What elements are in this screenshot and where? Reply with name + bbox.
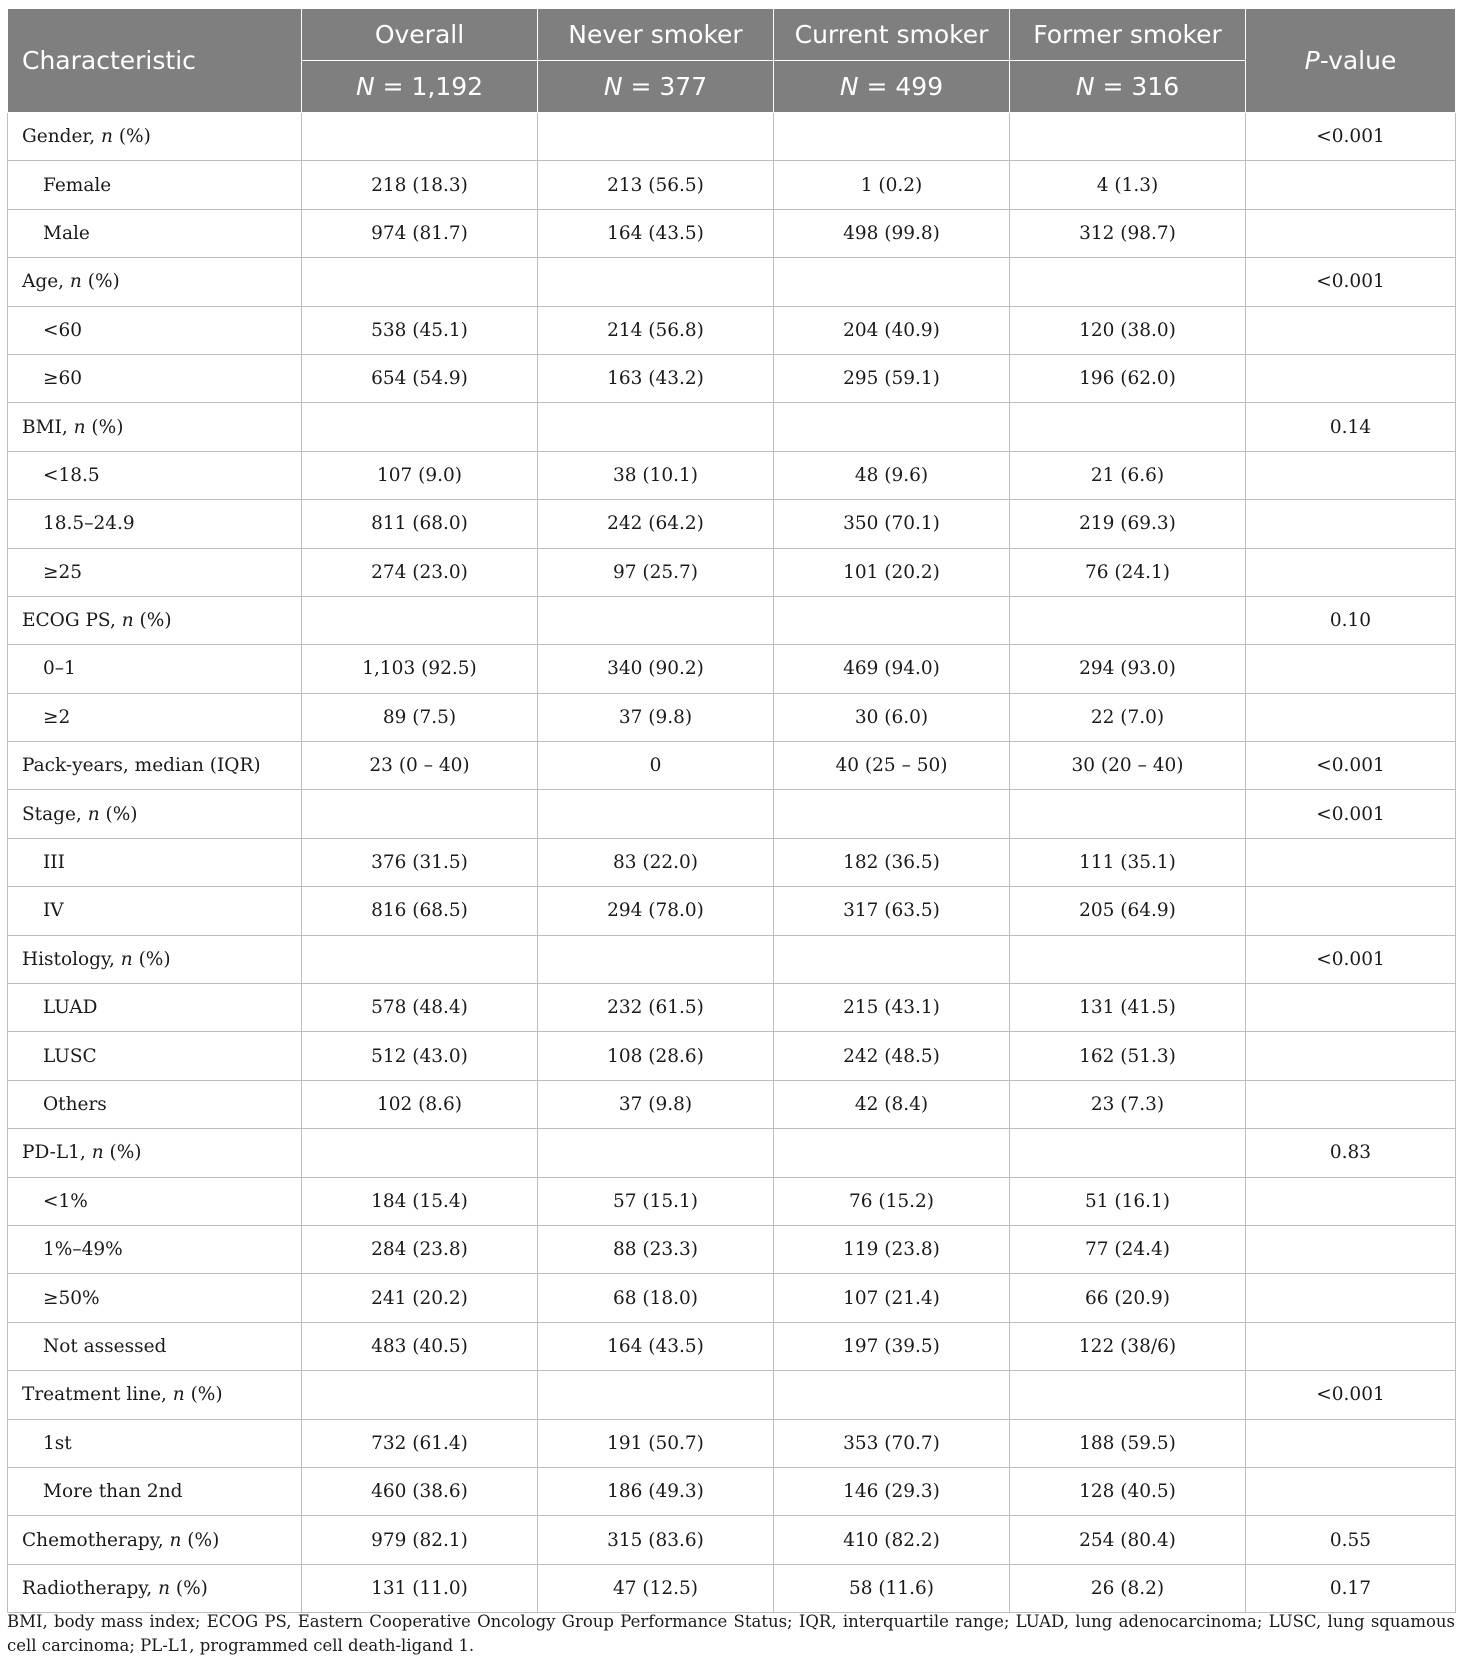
cell-never-smoker: 0 <box>538 742 774 790</box>
cell-former-smoker: 21 (6.6) <box>1010 451 1246 499</box>
row-sublabel <box>8 1080 302 1128</box>
row-category-label <box>8 1564 302 1612</box>
row-sublabel <box>8 887 302 935</box>
cell-overall: 89 (7.5) <box>302 693 538 741</box>
cell-overall: 538 (45.1) <box>302 306 538 354</box>
table-row <box>8 645 1456 693</box>
table-row <box>8 209 1456 257</box>
cell-p-value <box>1246 1177 1456 1225</box>
cell-current-smoker: 215 (43.1) <box>774 984 1010 1032</box>
cell-current-smoker <box>774 403 1010 451</box>
row-sublabel <box>8 354 302 402</box>
label-text: Pack-years, median (IQR) <box>22 755 261 777</box>
cell-p-value <box>1246 1032 1456 1080</box>
row-category-label <box>8 113 302 161</box>
label-text: ≥60 <box>43 368 83 390</box>
cell-never-smoker: 108 (28.6) <box>538 1032 774 1080</box>
row-sublabel <box>8 451 302 499</box>
label-text: Age, <box>22 271 70 293</box>
cell-current-smoker: 350 (70.1) <box>774 500 1010 548</box>
table-row <box>8 1225 1456 1273</box>
cell-former-smoker <box>1010 113 1246 161</box>
cell-former-smoker: 219 (69.3) <box>1010 500 1246 548</box>
cell-never-smoker: 315 (83.6) <box>538 1516 774 1564</box>
cell-overall <box>302 596 538 644</box>
cell-never-smoker <box>538 403 774 451</box>
label-text: ≥2 <box>43 706 71 728</box>
cell-p-value <box>1246 984 1456 1032</box>
cell-never-smoker: 68 (18.0) <box>538 1274 774 1322</box>
cell-p-value: <0.001 <box>1246 1371 1456 1419</box>
cell-p-value <box>1246 500 1456 548</box>
cell-former-smoker: 196 (62.0) <box>1010 354 1246 402</box>
table-row <box>8 1177 1456 1225</box>
cell-never-smoker: 164 (43.5) <box>538 1322 774 1370</box>
row-sublabel <box>8 1032 302 1080</box>
cell-former-smoker: 162 (51.3) <box>1010 1032 1246 1080</box>
row-category-label <box>8 1516 302 1564</box>
cell-current-smoker <box>774 935 1010 983</box>
table-row <box>8 1419 1456 1467</box>
cell-current-smoker: 58 (11.6) <box>774 1564 1010 1612</box>
cell-former-smoker: 111 (35.1) <box>1010 838 1246 886</box>
cell-overall <box>302 403 538 451</box>
label-text: LUSC <box>43 1045 97 1067</box>
cell-overall <box>302 790 538 838</box>
cell-former-smoker <box>1010 1371 1246 1419</box>
label-italic: n <box>172 1384 185 1406</box>
cell-overall: 974 (81.7) <box>302 209 538 257</box>
cell-former-smoker: 312 (98.7) <box>1010 209 1246 257</box>
label-text: ≥25 <box>43 561 83 583</box>
cell-current-smoker: 204 (40.9) <box>774 306 1010 354</box>
n-value: = 316 <box>1094 72 1180 101</box>
cell-former-smoker: 51 (16.1) <box>1010 1177 1246 1225</box>
cell-never-smoker: 37 (9.8) <box>538 1080 774 1128</box>
row-sublabel <box>8 548 302 596</box>
label-text: Female <box>43 174 112 196</box>
cell-p-value <box>1246 1274 1456 1322</box>
table-row <box>8 1274 1456 1322</box>
cell-current-smoker: 76 (15.2) <box>774 1177 1010 1225</box>
label-suffix: (%) <box>112 126 151 148</box>
cell-p-value: 0.17 <box>1246 1564 1456 1612</box>
p-value-symbol: P <box>1304 46 1320 75</box>
cell-never-smoker: 191 (50.7) <box>538 1419 774 1467</box>
cell-former-smoker: 254 (80.4) <box>1010 1516 1246 1564</box>
row-category-label <box>8 403 302 451</box>
cell-never-smoker: 37 (9.8) <box>538 693 774 741</box>
cell-current-smoker: 295 (59.1) <box>774 354 1010 402</box>
label-text: <1% <box>43 1190 88 1212</box>
label-suffix: (%) <box>133 610 172 632</box>
n-value: = 499 <box>858 72 944 101</box>
cell-former-smoker: 128 (40.5) <box>1010 1467 1246 1515</box>
label-text: 1st <box>43 1432 72 1454</box>
table-row <box>8 790 1456 838</box>
label-italic: n <box>120 948 133 970</box>
cell-p-value <box>1246 306 1456 354</box>
cell-never-smoker: 88 (23.3) <box>538 1225 774 1273</box>
label-text: Gender, <box>22 126 102 148</box>
label-suffix: (%) <box>184 1384 223 1406</box>
table-row <box>8 1032 1456 1080</box>
cell-former-smoker <box>1010 790 1246 838</box>
cell-p-value <box>1246 1322 1456 1370</box>
header-group-former-smoker: Former smoker <box>1010 9 1246 61</box>
label-text: Stage, <box>22 803 88 825</box>
cell-overall: 376 (31.5) <box>302 838 538 886</box>
header-group-overall: Overall <box>302 9 538 61</box>
cell-p-value: 0.55 <box>1246 1516 1456 1564</box>
cell-p-value <box>1246 354 1456 402</box>
cell-current-smoker: 30 (6.0) <box>774 693 1010 741</box>
cell-p-value <box>1246 161 1456 209</box>
cell-never-smoker: 294 (78.0) <box>538 887 774 935</box>
cell-former-smoker: 131 (41.5) <box>1010 984 1246 1032</box>
table-row <box>8 451 1456 499</box>
row-sublabel <box>8 1274 302 1322</box>
cell-p-value <box>1246 1080 1456 1128</box>
table-row <box>8 354 1456 402</box>
label-italic: n <box>169 1529 182 1551</box>
n-symbol: N <box>1075 72 1095 101</box>
cell-never-smoker: 232 (61.5) <box>538 984 774 1032</box>
cell-former-smoker: 120 (38.0) <box>1010 306 1246 354</box>
row-sublabel <box>8 1467 302 1515</box>
cell-former-smoker: 76 (24.1) <box>1010 548 1246 596</box>
label-text: BMI, <box>22 416 74 438</box>
cell-overall: 654 (54.9) <box>302 354 538 402</box>
cell-never-smoker: 163 (43.2) <box>538 354 774 402</box>
row-category-label <box>8 790 302 838</box>
n-symbol: N <box>603 72 623 101</box>
cell-overall: 483 (40.5) <box>302 1322 538 1370</box>
cell-former-smoker: 22 (7.0) <box>1010 693 1246 741</box>
label-italic: n <box>87 803 100 825</box>
n-value: = 1,192 <box>374 72 484 101</box>
row-sublabel <box>8 1322 302 1370</box>
cell-former-smoker: 23 (7.3) <box>1010 1080 1246 1128</box>
table-row <box>8 1467 1456 1515</box>
label-text: IV <box>43 900 64 922</box>
table-row <box>8 258 1456 306</box>
header-characteristic: Characteristic <box>8 9 302 113</box>
cell-overall: 512 (43.0) <box>302 1032 538 1080</box>
label-text: ECOG PS, <box>22 610 122 632</box>
label-text: 1%–49% <box>43 1239 123 1261</box>
label-text: Histology, <box>22 948 121 970</box>
cell-p-value <box>1246 887 1456 935</box>
cell-current-smoker: 498 (99.8) <box>774 209 1010 257</box>
cell-current-smoker: 242 (48.5) <box>774 1032 1010 1080</box>
table-row <box>8 935 1456 983</box>
cell-former-smoker <box>1010 258 1246 306</box>
label-text: III <box>43 852 65 874</box>
table-row <box>8 984 1456 1032</box>
cell-former-smoker <box>1010 935 1246 983</box>
cell-former-smoker <box>1010 403 1246 451</box>
cell-overall <box>302 1371 538 1419</box>
cell-p-value: <0.001 <box>1246 742 1456 790</box>
cell-overall: 732 (61.4) <box>302 1419 538 1467</box>
label-italic: n <box>91 1142 104 1164</box>
cell-current-smoker: 197 (39.5) <box>774 1322 1010 1370</box>
label-italic: n <box>73 416 86 438</box>
label-text: <60 <box>43 319 83 341</box>
cell-current-smoker <box>774 1129 1010 1177</box>
cell-overall: 274 (23.0) <box>302 548 538 596</box>
cell-former-smoker: 294 (93.0) <box>1010 645 1246 693</box>
cell-p-value <box>1246 693 1456 741</box>
cell-p-value <box>1246 548 1456 596</box>
label-suffix: (%) <box>99 803 138 825</box>
label-text: ≥50% <box>43 1287 100 1309</box>
row-sublabel <box>8 984 302 1032</box>
cell-never-smoker: 83 (22.0) <box>538 838 774 886</box>
label-text: Chemotherapy, <box>22 1529 170 1551</box>
cell-current-smoker: 40 (25 – 50) <box>774 742 1010 790</box>
label-text: Radiotherapy, <box>22 1577 159 1599</box>
n-symbol: N <box>355 72 375 101</box>
table-container <box>7 8 1455 1613</box>
table-row <box>8 500 1456 548</box>
cell-p-value: <0.001 <box>1246 258 1456 306</box>
n-symbol: N <box>839 72 859 101</box>
cell-p-value <box>1246 838 1456 886</box>
row-sublabel <box>8 1225 302 1273</box>
cell-former-smoker: 122 (38/6) <box>1010 1322 1246 1370</box>
cell-overall: 811 (68.0) <box>302 500 538 548</box>
cell-current-smoker <box>774 113 1010 161</box>
cell-overall <box>302 258 538 306</box>
cell-p-value <box>1246 1225 1456 1273</box>
cell-current-smoker: 1 (0.2) <box>774 161 1010 209</box>
cell-current-smoker: 182 (36.5) <box>774 838 1010 886</box>
cell-never-smoker: 186 (49.3) <box>538 1467 774 1515</box>
row-category-label <box>8 742 302 790</box>
cell-p-value: <0.001 <box>1246 935 1456 983</box>
label-text: Treatment line, <box>22 1384 173 1406</box>
header-group-never-smoker: Never smoker <box>538 9 774 61</box>
cell-never-smoker: 97 (25.7) <box>538 548 774 596</box>
row-category-label <box>8 596 302 644</box>
cell-overall: 241 (20.2) <box>302 1274 538 1322</box>
row-sublabel <box>8 1419 302 1467</box>
row-sublabel <box>8 1177 302 1225</box>
row-category-label <box>8 935 302 983</box>
table-row <box>8 1080 1456 1128</box>
row-sublabel <box>8 838 302 886</box>
cell-never-smoker: 214 (56.8) <box>538 306 774 354</box>
cell-current-smoker: 101 (20.2) <box>774 548 1010 596</box>
cell-never-smoker: 47 (12.5) <box>538 1564 774 1612</box>
cell-former-smoker <box>1010 596 1246 644</box>
label-suffix: (%) <box>103 1142 142 1164</box>
cell-overall: 184 (15.4) <box>302 1177 538 1225</box>
label-text: More than 2nd <box>43 1481 183 1503</box>
cell-overall: 23 (0 – 40) <box>302 742 538 790</box>
row-sublabel <box>8 306 302 354</box>
cell-overall: 131 (11.0) <box>302 1564 538 1612</box>
row-category-label <box>8 258 302 306</box>
cell-overall: 284 (23.8) <box>302 1225 538 1273</box>
cell-never-smoker: 340 (90.2) <box>538 645 774 693</box>
cell-current-smoker: 353 (70.7) <box>774 1419 1010 1467</box>
cell-p-value: 0.10 <box>1246 596 1456 644</box>
table-row <box>8 838 1456 886</box>
cell-never-smoker: 57 (15.1) <box>538 1177 774 1225</box>
table-row <box>8 1564 1456 1612</box>
cell-current-smoker: 119 (23.8) <box>774 1225 1010 1273</box>
table-row <box>8 1371 1456 1419</box>
cell-overall: 102 (8.6) <box>302 1080 538 1128</box>
header-n-current-smoker <box>774 61 1010 113</box>
table-row <box>8 403 1456 451</box>
cell-p-value <box>1246 1419 1456 1467</box>
cell-current-smoker: 42 (8.4) <box>774 1080 1010 1128</box>
table-header <box>8 9 1456 113</box>
row-sublabel <box>8 209 302 257</box>
table-row <box>8 1129 1456 1177</box>
cell-never-smoker: 38 (10.1) <box>538 451 774 499</box>
characteristics-table <box>7 8 1456 1613</box>
cell-former-smoker: 188 (59.5) <box>1010 1419 1246 1467</box>
label-text: 0–1 <box>43 658 76 680</box>
cell-overall: 979 (82.1) <box>302 1516 538 1564</box>
label-italic: n <box>121 610 134 632</box>
table-row <box>8 548 1456 596</box>
label-text: 18.5–24.9 <box>43 513 135 535</box>
header-n-former-smoker <box>1010 61 1246 113</box>
label-text: Male <box>43 222 90 244</box>
cell-current-smoker: 410 (82.2) <box>774 1516 1010 1564</box>
cell-overall: 107 (9.0) <box>302 451 538 499</box>
cell-never-smoker: 242 (64.2) <box>538 500 774 548</box>
cell-never-smoker <box>538 935 774 983</box>
cell-overall: 218 (18.3) <box>302 161 538 209</box>
label-text: LUAD <box>43 997 98 1019</box>
table-row <box>8 887 1456 935</box>
cell-former-smoker: 30 (20 – 40) <box>1010 742 1246 790</box>
header-p-value <box>1246 9 1456 113</box>
cell-overall <box>302 935 538 983</box>
cell-never-smoker <box>538 596 774 644</box>
cell-p-value: 0.14 <box>1246 403 1456 451</box>
label-italic: n <box>69 271 82 293</box>
cell-never-smoker: 213 (56.5) <box>538 161 774 209</box>
cell-former-smoker: 4 (1.3) <box>1010 161 1246 209</box>
cell-overall: 578 (48.4) <box>302 984 538 1032</box>
cell-former-smoker: 205 (64.9) <box>1010 887 1246 935</box>
cell-p-value <box>1246 1467 1456 1515</box>
cell-former-smoker <box>1010 1129 1246 1177</box>
cell-overall: 460 (38.6) <box>302 1467 538 1515</box>
label-text: Others <box>43 1094 107 1115</box>
table-row <box>8 596 1456 644</box>
cell-never-smoker <box>538 113 774 161</box>
row-sublabel <box>8 161 302 209</box>
cell-p-value <box>1246 209 1456 257</box>
cell-current-smoker: 469 (94.0) <box>774 645 1010 693</box>
table-row <box>8 161 1456 209</box>
n-value: = 377 <box>622 72 708 101</box>
row-sublabel <box>8 693 302 741</box>
cell-former-smoker: 66 (20.9) <box>1010 1274 1246 1322</box>
cell-overall <box>302 1129 538 1177</box>
cell-overall: 816 (68.5) <box>302 887 538 935</box>
cell-never-smoker <box>538 1371 774 1419</box>
table-row <box>8 693 1456 741</box>
header-n-never-smoker <box>538 61 774 113</box>
label-suffix: (%) <box>85 416 124 438</box>
label-text: <18.5 <box>43 464 100 486</box>
label-suffix: (%) <box>169 1577 208 1599</box>
cell-p-value: 0.83 <box>1246 1129 1456 1177</box>
row-category-label <box>8 1371 302 1419</box>
cell-never-smoker: 164 (43.5) <box>538 209 774 257</box>
row-sublabel <box>8 645 302 693</box>
label-italic: n <box>101 126 113 148</box>
cell-overall: 1,103 (92.5) <box>302 645 538 693</box>
label-suffix: (%) <box>132 948 171 970</box>
table-row <box>8 113 1456 161</box>
cell-p-value <box>1246 645 1456 693</box>
table-row <box>8 1322 1456 1370</box>
p-value-suffix: -value <box>1319 46 1397 75</box>
cell-former-smoker: 26 (8.2) <box>1010 1564 1246 1612</box>
cell-overall <box>302 113 538 161</box>
header-n-overall <box>302 61 538 113</box>
label-text: PD-L1, <box>22 1142 92 1164</box>
cell-current-smoker: 146 (29.3) <box>774 1467 1010 1515</box>
row-category-label <box>8 1129 302 1177</box>
table-footnote: BMI, body mass index; ECOG PS, Eastern Cooperative Oncology Group Performance Status; IQR, interquartile range; LUAD, lung adenocarcinoma; LUSC, lung squamous cell carcinoma; PL-L1, programmed cell death-ligand 1. <box>7 1612 1455 1655</box>
table-row <box>8 742 1456 790</box>
table-body <box>8 113 1456 1613</box>
label-suffix: (%) <box>181 1529 220 1551</box>
row-sublabel <box>8 500 302 548</box>
cell-current-smoker <box>774 790 1010 838</box>
header-row-group <box>8 9 1456 61</box>
header-group-current-smoker: Current smoker <box>774 9 1010 61</box>
cell-current-smoker: 317 (63.5) <box>774 887 1010 935</box>
cell-p-value <box>1246 451 1456 499</box>
cell-p-value: <0.001 <box>1246 113 1456 161</box>
cell-current-smoker <box>774 596 1010 644</box>
table-row <box>8 306 1456 354</box>
cell-never-smoker <box>538 258 774 306</box>
cell-current-smoker: 107 (21.4) <box>774 1274 1010 1322</box>
cell-never-smoker <box>538 1129 774 1177</box>
label-text: Not assessed <box>43 1335 167 1357</box>
label-suffix: (%) <box>81 271 120 293</box>
table-row <box>8 1516 1456 1564</box>
cell-current-smoker <box>774 258 1010 306</box>
label-italic: n <box>158 1577 170 1599</box>
cell-never-smoker <box>538 790 774 838</box>
cell-former-smoker: 77 (24.4) <box>1010 1225 1246 1273</box>
cell-p-value: <0.001 <box>1246 790 1456 838</box>
cell-current-smoker <box>774 1371 1010 1419</box>
cell-current-smoker: 48 (9.6) <box>774 451 1010 499</box>
